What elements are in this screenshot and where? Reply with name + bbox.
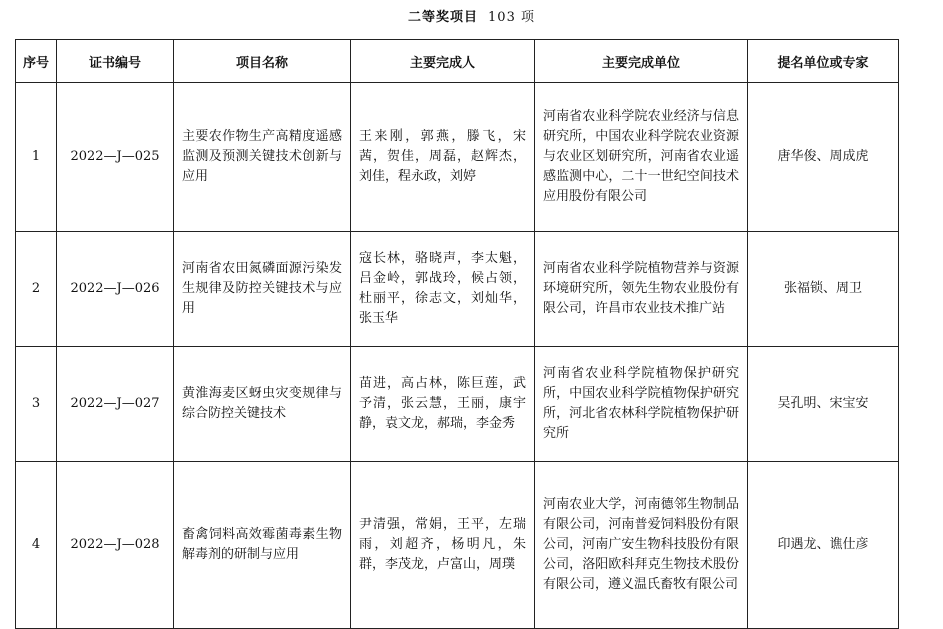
cell-nominator: 唐华俊、周成虎 <box>748 83 899 232</box>
cell-seq: 2 <box>16 232 57 347</box>
cell-seq: 1 <box>16 83 57 232</box>
cell-project: 畜禽饲料高效霉菌毒素生物解毒剂的研制与应用 <box>174 462 351 629</box>
cell-project: 黄淮海麦区蚜虫灾变规律与综合防控关键技术 <box>174 347 351 462</box>
cell-nominator: 印遇龙、谯仕彦 <box>748 462 899 629</box>
table-header-row <box>16 40 899 83</box>
cell-people: 尹清强，常娟，王平，左瑞雨，刘超齐，杨明凡，朱群，李茂龙，卢富山，周璞 <box>351 462 535 629</box>
cell-units: 河南农业大学，河南德邻生物制品有限公司，河南普爱饲料股份有限公司，河南广安生物科技股份有限公司，洛阳欧科拜克生物技术股份有限公司，遵义温氏畜牧有限公司 <box>535 462 748 629</box>
column-header-seq: 序号 <box>16 40 57 83</box>
page-title-text: 二等奖项目 <box>408 10 479 25</box>
cell-project: 河南省农田氮磷面源污染发生规律及防控关键技术与应用 <box>174 232 351 347</box>
table-row <box>16 347 899 462</box>
table-row <box>16 462 899 629</box>
cell-people: 王来刚，郭燕，滕飞，宋茜，贺佳，周磊，赵辉杰，刘佳，程永政，刘婷 <box>351 83 535 232</box>
cell-cert: 2022—J—026 <box>57 232 174 347</box>
cell-seq: 3 <box>16 347 57 462</box>
cell-units: 河南省农业科学院植物营养与资源环境研究所，领先生物农业股份有限公司，许昌市农业技术推广站 <box>535 232 748 347</box>
page-title <box>0 6 943 25</box>
column-header-units: 主要完成单位 <box>535 40 748 83</box>
column-header-people: 主要完成人 <box>351 40 535 83</box>
cell-units: 河南省农业科学院农业经济与信息研究所，中国农业科学院农业资源与农业区划研究所，河南省农业遥感监测中心，二十一世纪空间技术应用股份有限公司 <box>535 83 748 232</box>
cell-cert: 2022—J—025 <box>57 83 174 232</box>
column-header-project: 项目名称 <box>174 40 351 83</box>
cell-people: 苗进，高占林，陈巨莲，武予清，张云慧，王丽，康宇静，袁文龙，郝瑞，李金秀 <box>351 347 535 462</box>
table-row <box>16 83 899 232</box>
cell-units: 河南省农业科学院植物保护研究所，中国农业科学院植物保护研究所，河北省农林科学院植物保护研究所 <box>535 347 748 462</box>
cell-nominator: 张福锁、周卫 <box>748 232 899 347</box>
column-header-cert: 证书编号 <box>57 40 174 83</box>
cell-project: 主要农作物生产高精度遥感监测及预测关键技术创新与应用 <box>174 83 351 232</box>
cell-seq: 4 <box>16 462 57 629</box>
table-row <box>16 232 899 347</box>
cell-cert: 2022—J—027 <box>57 347 174 462</box>
project-count: 103 项 <box>488 10 535 25</box>
award-table <box>15 39 899 629</box>
column-header-nominator: 提名单位或专家 <box>748 40 899 83</box>
cell-people: 寇长林，骆晓声，李太魁，吕金岭，郭战玲，候占领，杜丽平，徐志文，刘灿华，张玉华 <box>351 232 535 347</box>
cell-cert: 2022—J—028 <box>57 462 174 629</box>
cell-nominator: 吴孔明、宋宝安 <box>748 347 899 462</box>
